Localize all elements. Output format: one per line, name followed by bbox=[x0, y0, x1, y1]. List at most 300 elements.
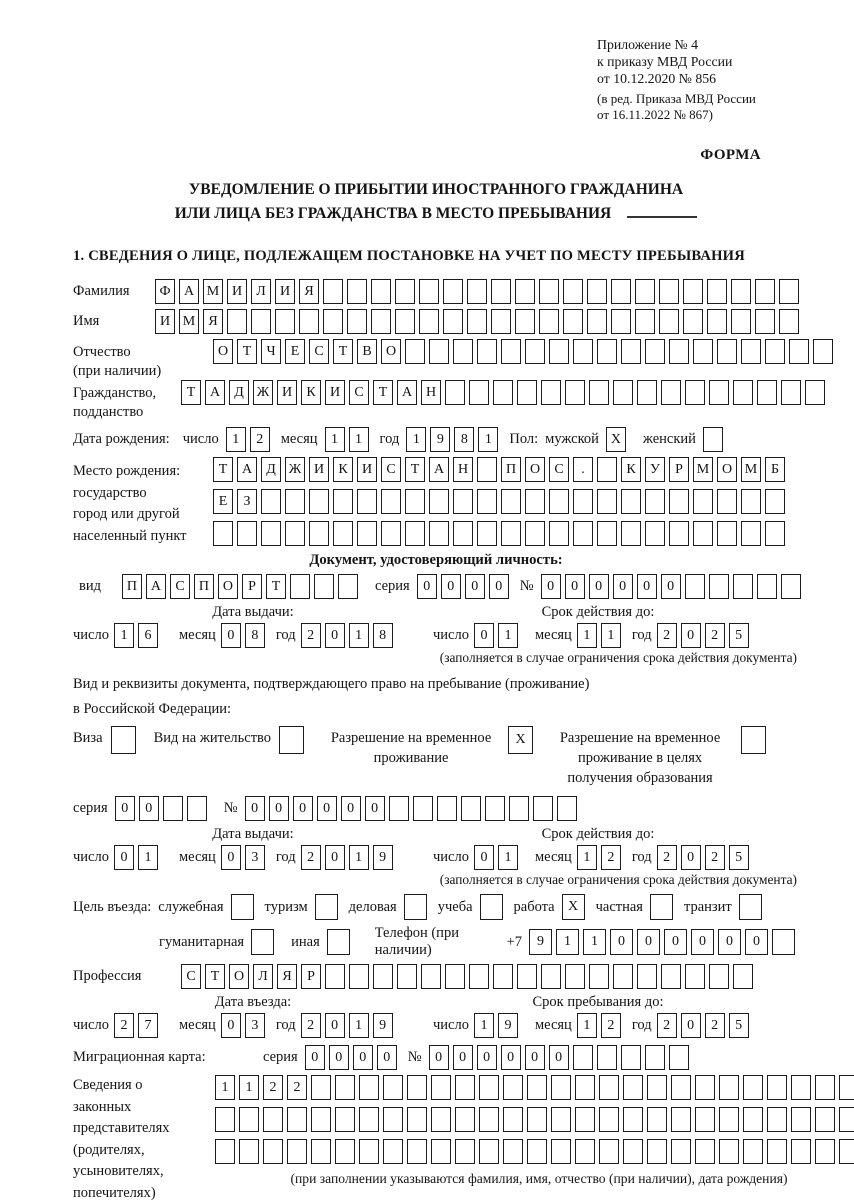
char-cell[interactable]: Е bbox=[285, 339, 305, 364]
char-cell[interactable] bbox=[469, 380, 489, 405]
char-cell[interactable] bbox=[323, 279, 343, 304]
char-cell[interactable]: 1 bbox=[556, 929, 579, 955]
char-cell[interactable] bbox=[781, 574, 801, 599]
char-cell[interactable] bbox=[311, 1075, 331, 1100]
char-cell[interactable] bbox=[311, 1139, 331, 1164]
char-cell[interactable]: 1 bbox=[349, 845, 369, 870]
char-cell[interactable]: 0 bbox=[365, 796, 385, 821]
char-cell[interactable]: 2 bbox=[657, 623, 677, 648]
char-cell[interactable] bbox=[421, 964, 441, 989]
char-cell[interactable]: 0 bbox=[718, 929, 741, 955]
char-cell[interactable]: 0 bbox=[245, 796, 265, 821]
char-cell[interactable] bbox=[381, 489, 401, 514]
char-cell[interactable] bbox=[279, 726, 304, 754]
char-cell[interactable] bbox=[765, 489, 785, 514]
char-cell[interactable] bbox=[669, 521, 689, 546]
char-cell[interactable]: 0 bbox=[637, 574, 657, 599]
char-cell[interactable] bbox=[455, 1075, 475, 1100]
char-cell[interactable]: 0 bbox=[501, 1045, 521, 1070]
char-cell[interactable]: Ж bbox=[285, 457, 305, 482]
char-cell[interactable]: И bbox=[277, 380, 297, 405]
char-cell[interactable] bbox=[501, 521, 521, 546]
char-cell[interactable] bbox=[333, 521, 353, 546]
char-cell[interactable]: Т bbox=[333, 339, 353, 364]
char-cell[interactable]: 0 bbox=[317, 796, 337, 821]
char-cell[interactable] bbox=[429, 339, 449, 364]
char-cell[interactable]: Т bbox=[373, 380, 393, 405]
char-cell[interactable] bbox=[455, 1139, 475, 1164]
char-cell[interactable] bbox=[635, 279, 655, 304]
char-cell[interactable] bbox=[539, 279, 559, 304]
char-cell[interactable] bbox=[565, 964, 585, 989]
char-cell[interactable]: 0 bbox=[589, 574, 609, 599]
char-cell[interactable]: Т bbox=[266, 574, 286, 599]
char-cell[interactable] bbox=[709, 574, 729, 599]
char-cell[interactable] bbox=[645, 339, 665, 364]
char-cell[interactable] bbox=[645, 1045, 665, 1070]
char-cell[interactable] bbox=[359, 1107, 379, 1132]
visa-checkbox[interactable] bbox=[111, 726, 140, 754]
char-cell[interactable] bbox=[743, 1139, 763, 1164]
char-cell[interactable]: Я bbox=[277, 964, 297, 989]
char-cell[interactable] bbox=[445, 964, 465, 989]
char-cell[interactable]: С bbox=[549, 457, 569, 482]
char-cell[interactable] bbox=[719, 1107, 739, 1132]
char-cell[interactable] bbox=[349, 964, 369, 989]
char-cell[interactable] bbox=[525, 339, 545, 364]
char-cell[interactable]: 6 bbox=[138, 623, 158, 648]
char-cell[interactable]: 1 bbox=[478, 427, 498, 452]
char-cell[interactable] bbox=[503, 1075, 523, 1100]
char-cell[interactable] bbox=[335, 1075, 355, 1100]
char-cell[interactable] bbox=[453, 339, 473, 364]
char-cell[interactable]: 0 bbox=[549, 1045, 569, 1070]
char-cell[interactable]: Т bbox=[181, 380, 201, 405]
char-cell[interactable] bbox=[741, 726, 766, 754]
char-cell[interactable]: Л bbox=[251, 279, 271, 304]
char-cell[interactable] bbox=[397, 964, 417, 989]
char-cell[interactable]: 1 bbox=[215, 1075, 235, 1100]
char-cell[interactable]: 0 bbox=[637, 929, 660, 955]
char-cell[interactable]: 9 bbox=[373, 845, 393, 870]
char-cell[interactable] bbox=[515, 279, 535, 304]
char-cell[interactable] bbox=[285, 521, 305, 546]
purpose-business-checkbox[interactable] bbox=[404, 894, 431, 920]
char-cell[interactable]: А bbox=[179, 279, 199, 304]
char-cell[interactable] bbox=[453, 521, 473, 546]
char-cell[interactable] bbox=[805, 380, 825, 405]
char-cell[interactable]: 0 bbox=[541, 574, 561, 599]
char-cell[interactable]: Д bbox=[261, 457, 281, 482]
char-cell[interactable] bbox=[731, 279, 751, 304]
char-cell[interactable]: Д bbox=[229, 380, 249, 405]
char-cell[interactable] bbox=[767, 1075, 787, 1100]
char-cell[interactable]: 0 bbox=[664, 929, 687, 955]
char-cell[interactable]: Я bbox=[203, 309, 223, 334]
char-cell[interactable] bbox=[557, 796, 577, 821]
char-cell[interactable]: 5 bbox=[729, 845, 749, 870]
char-cell[interactable]: 2 bbox=[705, 845, 725, 870]
char-cell[interactable] bbox=[469, 964, 489, 989]
char-cell[interactable]: 1 bbox=[239, 1075, 259, 1100]
char-cell[interactable]: 0 bbox=[565, 574, 585, 599]
char-cell[interactable]: 2 bbox=[601, 845, 621, 870]
char-cell[interactable]: С bbox=[181, 964, 201, 989]
char-cell[interactable]: 0 bbox=[139, 796, 159, 821]
char-cell[interactable]: 0 bbox=[377, 1045, 397, 1070]
char-cell[interactable]: А bbox=[397, 380, 417, 405]
char-cell[interactable]: 1 bbox=[226, 427, 246, 452]
char-cell[interactable] bbox=[709, 380, 729, 405]
char-cell[interactable]: 2 bbox=[657, 845, 677, 870]
char-cell[interactable]: 2 bbox=[705, 1013, 725, 1038]
purpose-study-checkbox[interactable] bbox=[480, 894, 507, 920]
char-cell[interactable] bbox=[237, 521, 257, 546]
char-cell[interactable] bbox=[733, 964, 753, 989]
char-cell[interactable]: 0 bbox=[221, 1013, 241, 1038]
purpose-transit-checkbox[interactable] bbox=[739, 894, 766, 920]
char-cell[interactable] bbox=[373, 964, 393, 989]
char-cell[interactable] bbox=[669, 339, 689, 364]
char-cell[interactable]: X bbox=[606, 427, 626, 452]
char-cell[interactable]: Н bbox=[421, 380, 441, 405]
char-cell[interactable]: Ч bbox=[261, 339, 281, 364]
char-cell[interactable]: 9 bbox=[529, 929, 552, 955]
char-cell[interactable] bbox=[693, 489, 713, 514]
char-cell[interactable]: 8 bbox=[373, 623, 393, 648]
char-cell[interactable] bbox=[637, 380, 657, 405]
char-cell[interactable]: И bbox=[325, 380, 345, 405]
purpose-tourism-checkbox[interactable] bbox=[315, 894, 342, 920]
char-cell[interactable] bbox=[323, 309, 343, 334]
char-cell[interactable]: 9 bbox=[373, 1013, 393, 1038]
char-cell[interactable] bbox=[693, 521, 713, 546]
char-cell[interactable]: 2 bbox=[301, 1013, 321, 1038]
char-cell[interactable]: . bbox=[573, 457, 593, 482]
char-cell[interactable]: 0 bbox=[325, 845, 345, 870]
char-cell[interactable] bbox=[597, 339, 617, 364]
char-cell[interactable] bbox=[515, 309, 535, 334]
char-cell[interactable]: С bbox=[170, 574, 190, 599]
char-cell[interactable]: Л bbox=[253, 964, 273, 989]
char-cell[interactable]: 0 bbox=[681, 1013, 701, 1038]
char-cell[interactable] bbox=[239, 1139, 259, 1164]
char-cell[interactable] bbox=[333, 489, 353, 514]
char-cell[interactable] bbox=[623, 1139, 643, 1164]
char-cell[interactable]: 0 bbox=[305, 1045, 325, 1070]
char-cell[interactable]: 0 bbox=[489, 574, 509, 599]
char-cell[interactable] bbox=[405, 521, 425, 546]
char-cell[interactable]: 0 bbox=[329, 1045, 349, 1070]
char-cell[interactable] bbox=[251, 929, 274, 955]
char-cell[interactable]: 8 bbox=[245, 623, 265, 648]
char-cell[interactable] bbox=[261, 521, 281, 546]
char-cell[interactable] bbox=[575, 1075, 595, 1100]
char-cell[interactable] bbox=[163, 796, 183, 821]
char-cell[interactable] bbox=[325, 964, 345, 989]
char-cell[interactable] bbox=[493, 380, 513, 405]
char-cell[interactable] bbox=[389, 796, 409, 821]
char-cell[interactable] bbox=[461, 796, 481, 821]
char-cell[interactable] bbox=[573, 521, 593, 546]
char-cell[interactable] bbox=[335, 1139, 355, 1164]
char-cell[interactable]: 2 bbox=[250, 427, 270, 452]
char-cell[interactable] bbox=[709, 964, 729, 989]
char-cell[interactable]: Ж bbox=[253, 380, 273, 405]
char-cell[interactable]: И bbox=[227, 279, 247, 304]
char-cell[interactable] bbox=[779, 309, 799, 334]
char-cell[interactable]: 1 bbox=[474, 1013, 494, 1038]
char-cell[interactable]: 0 bbox=[341, 796, 361, 821]
char-cell[interactable]: З bbox=[237, 489, 257, 514]
char-cell[interactable] bbox=[287, 1139, 307, 1164]
char-cell[interactable] bbox=[815, 1139, 835, 1164]
char-cell[interactable] bbox=[659, 309, 679, 334]
char-cell[interactable] bbox=[239, 1107, 259, 1132]
char-cell[interactable]: О bbox=[717, 457, 737, 482]
char-cell[interactable]: В bbox=[357, 339, 377, 364]
char-cell[interactable] bbox=[597, 1045, 617, 1070]
char-cell[interactable] bbox=[671, 1075, 691, 1100]
char-cell[interactable] bbox=[767, 1139, 787, 1164]
char-cell[interactable] bbox=[503, 1107, 523, 1132]
char-cell[interactable] bbox=[683, 309, 703, 334]
char-cell[interactable]: П bbox=[194, 574, 214, 599]
char-cell[interactable] bbox=[650, 894, 673, 920]
char-cell[interactable]: 0 bbox=[745, 929, 768, 955]
char-cell[interactable] bbox=[309, 521, 329, 546]
char-cell[interactable] bbox=[467, 309, 487, 334]
char-cell[interactable]: К bbox=[621, 457, 641, 482]
char-cell[interactable]: 0 bbox=[441, 574, 461, 599]
char-cell[interactable] bbox=[685, 380, 705, 405]
char-cell[interactable] bbox=[549, 339, 569, 364]
char-cell[interactable]: X bbox=[562, 894, 585, 920]
char-cell[interactable]: 0 bbox=[661, 574, 681, 599]
char-cell[interactable] bbox=[443, 309, 463, 334]
char-cell[interactable] bbox=[383, 1075, 403, 1100]
char-cell[interactable] bbox=[791, 1107, 811, 1132]
phone-cells[interactable] bbox=[529, 929, 799, 955]
char-cell[interactable] bbox=[683, 279, 703, 304]
char-cell[interactable]: 3 bbox=[245, 1013, 265, 1038]
char-cell[interactable] bbox=[717, 521, 737, 546]
char-cell[interactable] bbox=[407, 1075, 427, 1100]
char-cell[interactable] bbox=[309, 489, 329, 514]
purpose-official-checkbox[interactable] bbox=[231, 894, 258, 920]
char-cell[interactable]: 0 bbox=[221, 845, 241, 870]
char-cell[interactable] bbox=[597, 457, 617, 482]
char-cell[interactable]: 0 bbox=[115, 796, 135, 821]
char-cell[interactable] bbox=[429, 489, 449, 514]
char-cell[interactable]: 2 bbox=[114, 1013, 134, 1038]
char-cell[interactable] bbox=[347, 309, 367, 334]
char-cell[interactable] bbox=[405, 489, 425, 514]
char-cell[interactable] bbox=[479, 1139, 499, 1164]
char-cell[interactable] bbox=[685, 574, 705, 599]
char-cell[interactable] bbox=[407, 1107, 427, 1132]
char-cell[interactable] bbox=[539, 309, 559, 334]
char-cell[interactable] bbox=[431, 1075, 451, 1100]
char-cell[interactable]: 7 bbox=[138, 1013, 158, 1038]
char-cell[interactable] bbox=[717, 489, 737, 514]
char-cell[interactable] bbox=[755, 309, 775, 334]
char-cell[interactable]: 2 bbox=[301, 623, 321, 648]
char-cell[interactable] bbox=[213, 521, 233, 546]
char-cell[interactable] bbox=[479, 1107, 499, 1132]
char-cell[interactable]: 0 bbox=[474, 623, 494, 648]
char-cell[interactable] bbox=[599, 1107, 619, 1132]
char-cell[interactable] bbox=[501, 489, 521, 514]
char-cell[interactable] bbox=[743, 1075, 763, 1100]
temp-residence-checkbox[interactable] bbox=[508, 726, 537, 754]
char-cell[interactable]: А bbox=[429, 457, 449, 482]
char-cell[interactable] bbox=[231, 894, 254, 920]
char-cell[interactable] bbox=[587, 309, 607, 334]
char-cell[interactable]: У bbox=[645, 457, 665, 482]
char-cell[interactable]: 0 bbox=[525, 1045, 545, 1070]
char-cell[interactable]: X bbox=[508, 726, 533, 754]
char-cell[interactable] bbox=[261, 489, 281, 514]
char-cell[interactable] bbox=[287, 1107, 307, 1132]
char-cell[interactable]: Е bbox=[213, 489, 233, 514]
char-cell[interactable] bbox=[419, 309, 439, 334]
char-cell[interactable] bbox=[404, 894, 427, 920]
char-cell[interactable] bbox=[599, 1075, 619, 1100]
char-cell[interactable] bbox=[767, 1107, 787, 1132]
char-cell[interactable] bbox=[383, 1107, 403, 1132]
char-cell[interactable] bbox=[815, 1075, 835, 1100]
char-cell[interactable] bbox=[477, 521, 497, 546]
char-cell[interactable]: О bbox=[213, 339, 233, 364]
char-cell[interactable] bbox=[359, 1075, 379, 1100]
char-cell[interactable] bbox=[383, 1139, 403, 1164]
char-cell[interactable] bbox=[517, 380, 537, 405]
char-cell[interactable]: 2 bbox=[657, 1013, 677, 1038]
char-cell[interactable] bbox=[765, 339, 785, 364]
char-cell[interactable] bbox=[357, 521, 377, 546]
char-cell[interactable] bbox=[695, 1075, 715, 1100]
char-cell[interactable] bbox=[493, 964, 513, 989]
char-cell[interactable] bbox=[565, 380, 585, 405]
char-cell[interactable] bbox=[551, 1075, 571, 1100]
purpose-work-checkbox[interactable] bbox=[562, 894, 589, 920]
char-cell[interactable] bbox=[772, 929, 795, 955]
char-cell[interactable] bbox=[733, 380, 753, 405]
char-cell[interactable] bbox=[647, 1107, 667, 1132]
char-cell[interactable] bbox=[501, 339, 521, 364]
char-cell[interactable]: Т bbox=[237, 339, 257, 364]
char-cell[interactable] bbox=[480, 894, 503, 920]
char-cell[interactable] bbox=[839, 1139, 854, 1164]
char-cell[interactable]: 1 bbox=[349, 1013, 369, 1038]
char-cell[interactable]: 1 bbox=[577, 1013, 597, 1038]
char-cell[interactable] bbox=[611, 279, 631, 304]
char-cell[interactable] bbox=[815, 1107, 835, 1132]
char-cell[interactable] bbox=[549, 489, 569, 514]
char-cell[interactable] bbox=[621, 339, 641, 364]
char-cell[interactable] bbox=[573, 1045, 593, 1070]
char-cell[interactable] bbox=[541, 964, 561, 989]
char-cell[interactable]: О bbox=[381, 339, 401, 364]
char-cell[interactable] bbox=[445, 380, 465, 405]
char-cell[interactable]: 0 bbox=[221, 623, 241, 648]
char-cell[interactable] bbox=[563, 309, 583, 334]
char-cell[interactable] bbox=[314, 574, 334, 599]
purpose-private-checkbox[interactable] bbox=[650, 894, 677, 920]
char-cell[interactable] bbox=[707, 309, 727, 334]
char-cell[interactable]: 2 bbox=[287, 1075, 307, 1100]
char-cell[interactable]: 9 bbox=[430, 427, 450, 452]
char-cell[interactable]: 1 bbox=[114, 623, 134, 648]
char-cell[interactable]: Н bbox=[453, 457, 473, 482]
char-cell[interactable] bbox=[779, 279, 799, 304]
char-cell[interactable]: 0 bbox=[453, 1045, 473, 1070]
char-cell[interactable]: 1 bbox=[583, 929, 606, 955]
char-cell[interactable]: 0 bbox=[610, 929, 633, 955]
char-cell[interactable] bbox=[541, 380, 561, 405]
char-cell[interactable] bbox=[429, 521, 449, 546]
char-cell[interactable] bbox=[477, 457, 497, 482]
char-cell[interactable] bbox=[419, 279, 439, 304]
char-cell[interactable] bbox=[551, 1139, 571, 1164]
char-cell[interactable] bbox=[693, 339, 713, 364]
char-cell[interactable]: 1 bbox=[498, 623, 518, 648]
char-cell[interactable] bbox=[741, 521, 761, 546]
char-cell[interactable] bbox=[719, 1139, 739, 1164]
char-cell[interactable]: 1 bbox=[325, 427, 345, 452]
char-cell[interactable] bbox=[437, 796, 457, 821]
char-cell[interactable]: 0 bbox=[691, 929, 714, 955]
char-cell[interactable]: М bbox=[179, 309, 199, 334]
char-cell[interactable] bbox=[443, 279, 463, 304]
char-cell[interactable]: С bbox=[309, 339, 329, 364]
char-cell[interactable] bbox=[413, 796, 433, 821]
char-cell[interactable] bbox=[549, 521, 569, 546]
char-cell[interactable] bbox=[707, 279, 727, 304]
char-cell[interactable] bbox=[551, 1107, 571, 1132]
char-cell[interactable] bbox=[215, 1107, 235, 1132]
char-cell[interactable]: С bbox=[381, 457, 401, 482]
char-cell[interactable]: А bbox=[205, 380, 225, 405]
char-cell[interactable] bbox=[695, 1107, 715, 1132]
char-cell[interactable] bbox=[517, 964, 537, 989]
char-cell[interactable]: А bbox=[146, 574, 166, 599]
char-cell[interactable] bbox=[395, 279, 415, 304]
char-cell[interactable]: М bbox=[693, 457, 713, 482]
char-cell[interactable] bbox=[645, 521, 665, 546]
char-cell[interactable] bbox=[757, 574, 777, 599]
char-cell[interactable] bbox=[791, 1139, 811, 1164]
char-cell[interactable] bbox=[251, 309, 271, 334]
char-cell[interactable] bbox=[717, 339, 737, 364]
char-cell[interactable] bbox=[743, 1107, 763, 1132]
char-cell[interactable] bbox=[757, 380, 777, 405]
char-cell[interactable] bbox=[263, 1139, 283, 1164]
char-cell[interactable] bbox=[695, 1139, 715, 1164]
char-cell[interactable] bbox=[635, 309, 655, 334]
char-cell[interactable]: 0 bbox=[269, 796, 289, 821]
char-cell[interactable] bbox=[813, 339, 833, 364]
char-cell[interactable]: 0 bbox=[681, 623, 701, 648]
char-cell[interactable] bbox=[741, 339, 761, 364]
char-cell[interactable]: 0 bbox=[613, 574, 633, 599]
char-cell[interactable]: 3 bbox=[245, 845, 265, 870]
char-cell[interactable] bbox=[275, 309, 295, 334]
char-cell[interactable] bbox=[621, 489, 641, 514]
char-cell[interactable] bbox=[789, 339, 809, 364]
char-cell[interactable] bbox=[661, 964, 681, 989]
